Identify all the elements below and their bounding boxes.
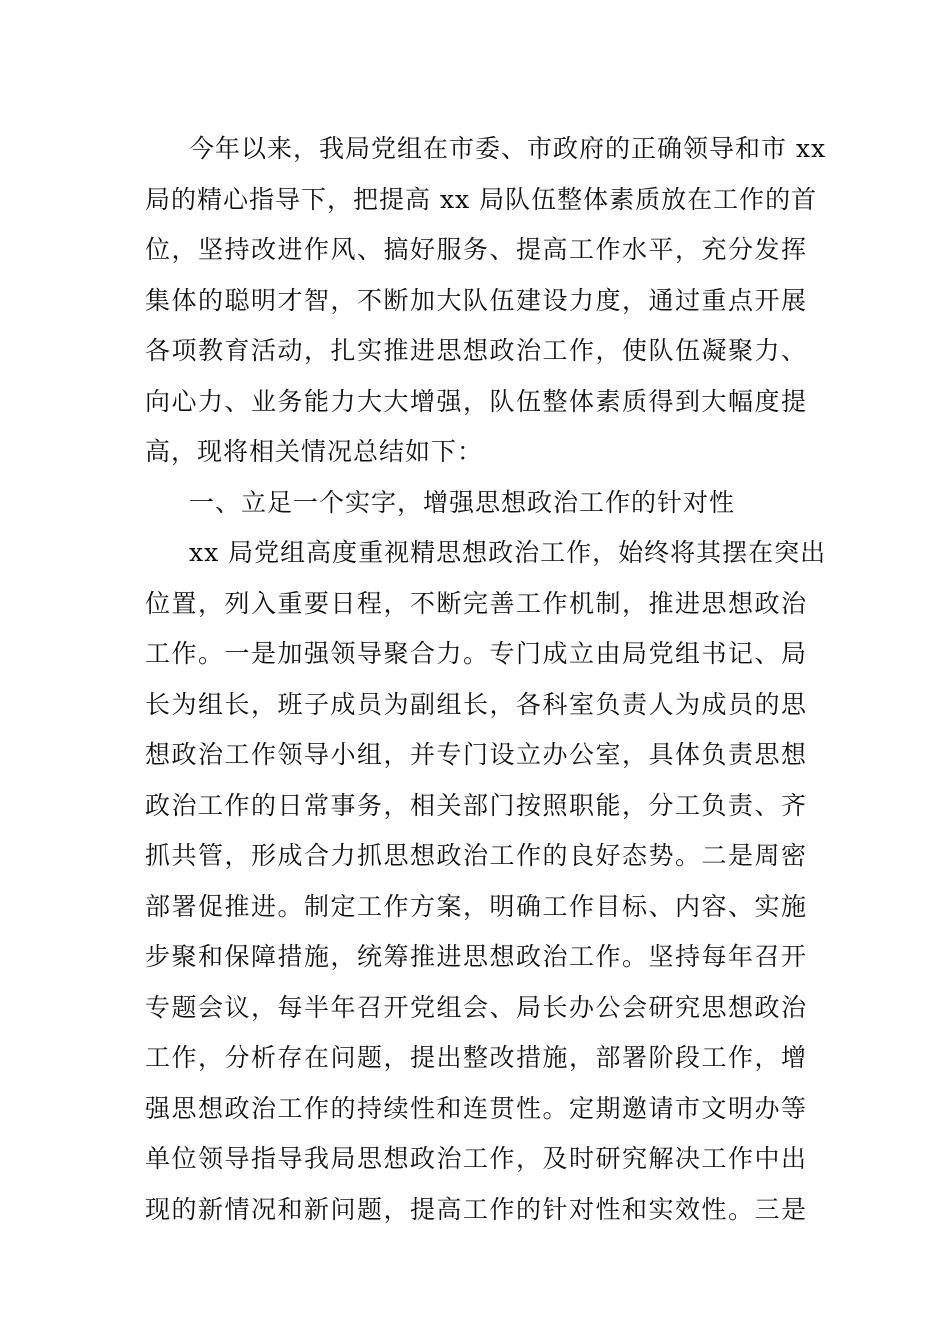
paragraph-line: 单位领导指导我局思想政治工作，及时研究解决工作中出 xyxy=(145,1144,807,1173)
paragraph-line: 工作，分析存在问题，提出整改措施，部署阶段工作，增 xyxy=(145,1043,807,1072)
paragraph-line: xx 局党组高度重视精思想政治工作，始终将其摆在突出 xyxy=(189,538,827,567)
paragraph-line: 现的新情况和新问题，提高工作的针对性和实效性。三是 xyxy=(145,1194,807,1224)
paragraph-line: 局的精心指导下，把提高 xx 局队伍整体素质放在工作的首 xyxy=(145,184,818,214)
paragraph-intro xyxy=(145,124,827,478)
paragraph-line: 位，坚持改进作风、搞好服务、提高工作水平，充分发挥 xyxy=(145,235,807,264)
paragraph-section-1 xyxy=(145,528,827,1235)
paragraph-line: 各项教育活动，扎实推进思想政治工作，使队伍凝聚力、 xyxy=(145,336,807,365)
document-body xyxy=(145,124,827,1235)
paragraph-line: 抓共管，形成合力抓思想政治工作的良好态势。二是周密 xyxy=(145,841,807,870)
paragraph-line: 步聚和保障措施，统筹推进思想政治工作。坚持每年召开 xyxy=(145,942,807,971)
paragraph-line: 专题会议，每半年召开党组会、局长办公会研究思想政治 xyxy=(145,992,807,1022)
paragraph-line: 工作。一是加强领导聚合力。专门成立由局党组书记、局 xyxy=(145,639,807,668)
paragraph-line: 集体的聪明才智，不断加大队伍建设力度，通过重点开展 xyxy=(145,285,807,315)
paragraph-line: 强思想政治工作的持续性和连贯性。定期邀请市文明办等 xyxy=(145,1093,807,1123)
paragraph-line: 位置，列入重要日程，不断完善工作机制，推进思想政治 xyxy=(145,588,807,618)
paragraph-line: 部署促推进。制定工作方案，明确工作目标、内容、实施 xyxy=(145,891,807,921)
section-heading: 一、立足一个实字，增强思想政治工作的针对性 xyxy=(189,487,736,517)
paragraph-line: 想政治工作领导小组，并专门设立办公室，具体负责思想 xyxy=(145,740,807,769)
paragraph-line: 向心力、业务能力大大增强，队伍整体素质得到大幅度提 xyxy=(145,386,807,416)
paragraph-line: 今年以来，我局党组在市委、市政府的正确领导和市 xx xyxy=(189,134,827,163)
paragraph-line: 政治工作的日常事务，相关部门按照职能，分工负责、齐 xyxy=(145,790,807,820)
paragraph-line: 高，现将相关情况总结如下： xyxy=(145,437,484,466)
paragraph-line: 长为组长，班子成员为副组长，各科室负责人为成员的思 xyxy=(145,689,807,719)
